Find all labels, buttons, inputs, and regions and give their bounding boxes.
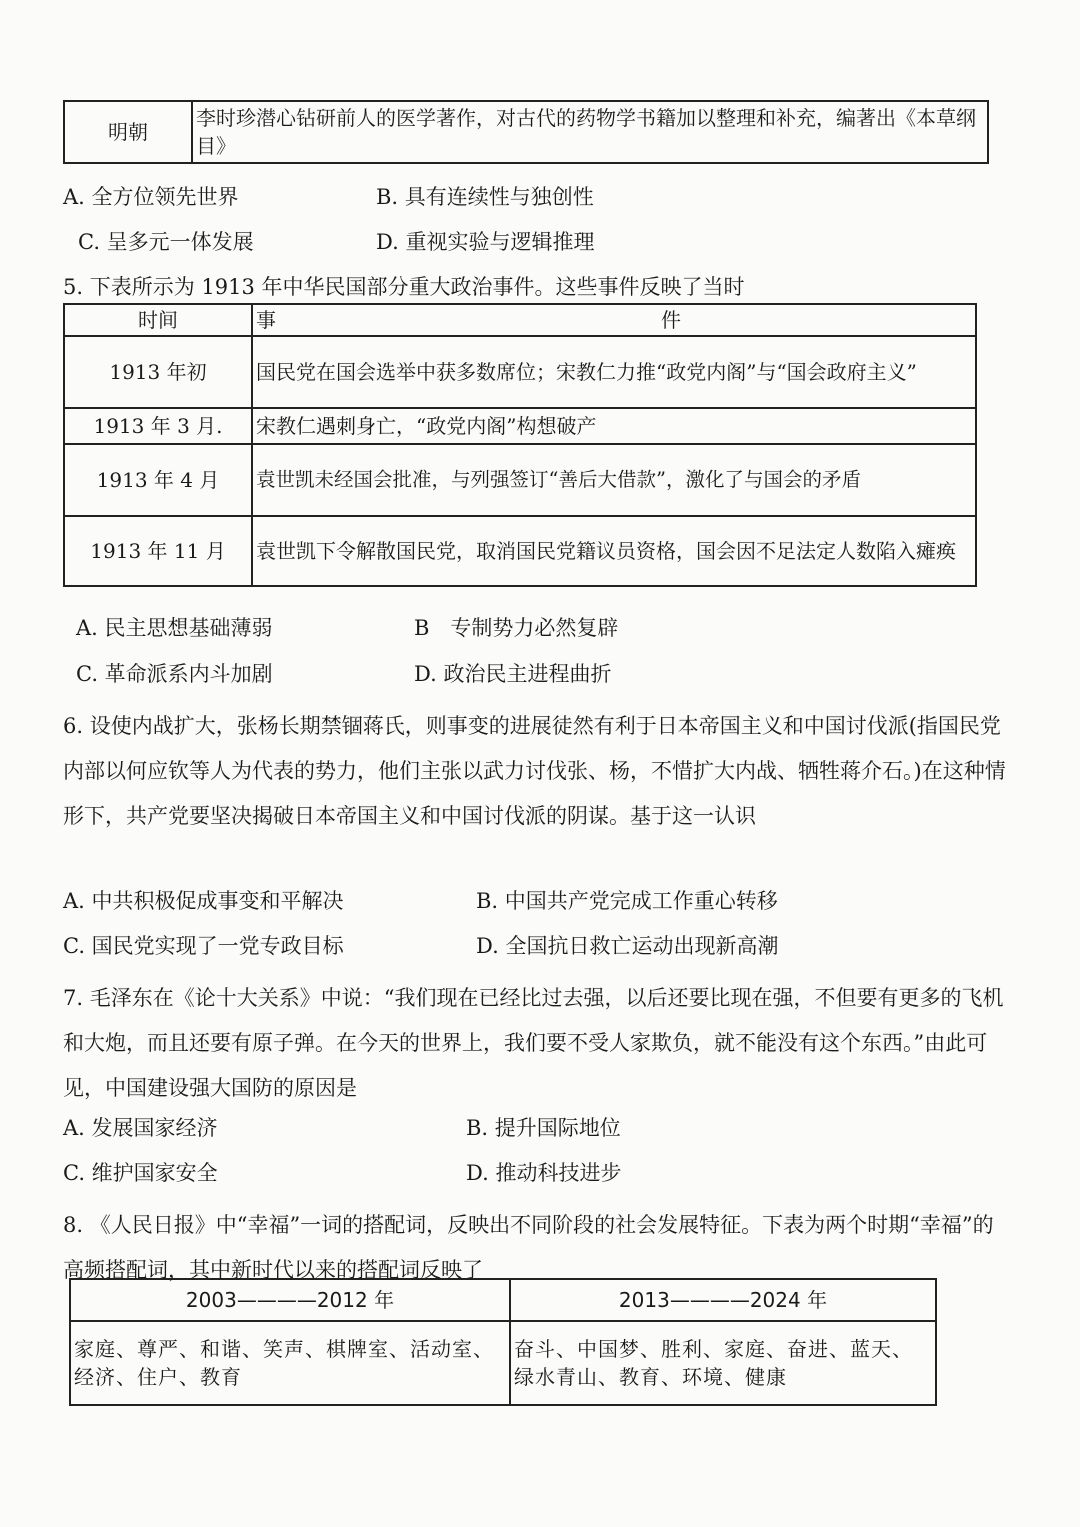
achievement-cell: 李时珍潜心钻研前人的医学著作，对古代的药物学书籍加以整理和补充，编著出《本草纲目》 [192,101,988,163]
time-cell: 1913 年 11 月 [64,516,252,586]
q7-stem: 7. 毛泽东在《论十大关系》中说：“我们现在已经比过去强，以后还要比现在强，不但要有更多的飞机和大炮，而且还要有原子弹。在今天的世界上，我们要不受人家欺负，就不能没有这个东西。”由此可见，中国建设强大国防的原因是 [63,986,1004,1100]
header-event-char-1: 事 [256,308,276,332]
q5-option-c[interactable]: C. 革命派系内斗加剧 [76,662,273,686]
q7-option-a[interactable]: A. 发展国家经济 [63,1116,218,1140]
period-2-header: 2013————2024 年 [510,1279,936,1321]
time-cell: 1913 年初 [64,336,252,408]
q8-stem: 8. 《人民日报》中“幸福”一词的搭配词，反映出不同阶段的社会发展特征。下表为两个时期“幸福”的高频搭配词，其中新时代以来的搭配词反映了 [63,1213,994,1282]
table-header-row [64,304,976,336]
q6-option-d[interactable]: D. 全国抗日救亡运动出现新高潮 [476,934,779,958]
q6-stem: 6. 设使内战扩大，张杨长期禁锢蒋氏，则事变的进展徒然有利于日本帝国主义和中国讨伐派(指国民党内部以何应钦等人为代表的势力，他们主张以武力讨伐张、杨，不惜扩大内战、牺牲蒋介石。)在这种情形下，共产党要坚决揭破日本帝国主义和中国讨伐派的阴谋。基于这一认识 [63,714,1006,828]
table-row [64,444,976,516]
q5-option-b[interactable]: B 专制势力必然复辟 [414,616,619,640]
q7-option-d[interactable]: D. 推动科技进步 [466,1161,622,1185]
q7-option-b[interactable]: B. 提升国际地位 [466,1116,621,1140]
time-cell: 1913 年 3 月. [64,408,252,444]
period-2-words: 奋斗、中国梦、胜利、家庭、奋进、蓝天、绿水青山、教育、环境、健康 [510,1321,936,1405]
era-cell: 明朝 [64,101,192,163]
period-1-header: 2003————2012 年 [70,1279,510,1321]
table-row [64,101,988,163]
q4-option-c[interactable]: C. 呈多元一体发展 [78,230,254,254]
q6-option-b[interactable]: B. 中国共产党完成工作重心转移 [476,889,778,913]
header-event-char-2: 件 [661,308,681,332]
q4-option-a[interactable]: A. 全方位领先世界 [63,185,239,209]
header-event [252,304,976,336]
q6-option-a[interactable]: A. 中共积极促成事变和平解决 [63,889,344,913]
event-cell: 国民党在国会选举中获多数席位；宋教仁力推“政党内阁”与“国会政府主义” [252,336,976,408]
table-header-row [70,1279,936,1321]
event-cell: 袁世凯未经国会批准，与列强签订“善后大借款”，激化了与国会的矛盾 [252,444,976,516]
q8-table [69,1278,937,1406]
period-1-words: 家庭、尊严、和谐、笑声、棋牌室、活动室、经济、住户、教育 [70,1321,510,1405]
time-cell: 1913 年 4 月 [64,444,252,516]
event-cell: 袁世凯下令解散国民党，取消国民党籍议员资格，国会因不足法定人数陷入瘫痪 [252,516,976,586]
q4-table [63,100,989,164]
event-cell: 宋教仁遇刺身亡，“政党内阁”构想破产 [252,408,976,444]
table-row [64,336,976,408]
table-row [64,516,976,586]
header-time: 时间 [64,304,252,336]
q7-option-c[interactable]: C. 维护国家安全 [63,1161,218,1185]
q5-table [63,303,977,587]
q6-option-c[interactable]: C. 国民党实现了一党专政目标 [63,934,344,958]
q4-option-b[interactable]: B. 具有连续性与独创性 [376,185,594,209]
q4-option-d[interactable]: D. 重视实验与逻辑推理 [376,230,595,254]
q5-option-a[interactable]: A. 民主思想基础薄弱 [76,616,273,640]
table-row [64,408,976,444]
table-row [70,1321,936,1405]
q5-stem: 5. 下表所示为 1913 年中华民国部分重大政治事件。这些事件反映了当时 [63,275,745,299]
q5-option-d[interactable]: D. 政治民主进程曲折 [414,662,612,686]
